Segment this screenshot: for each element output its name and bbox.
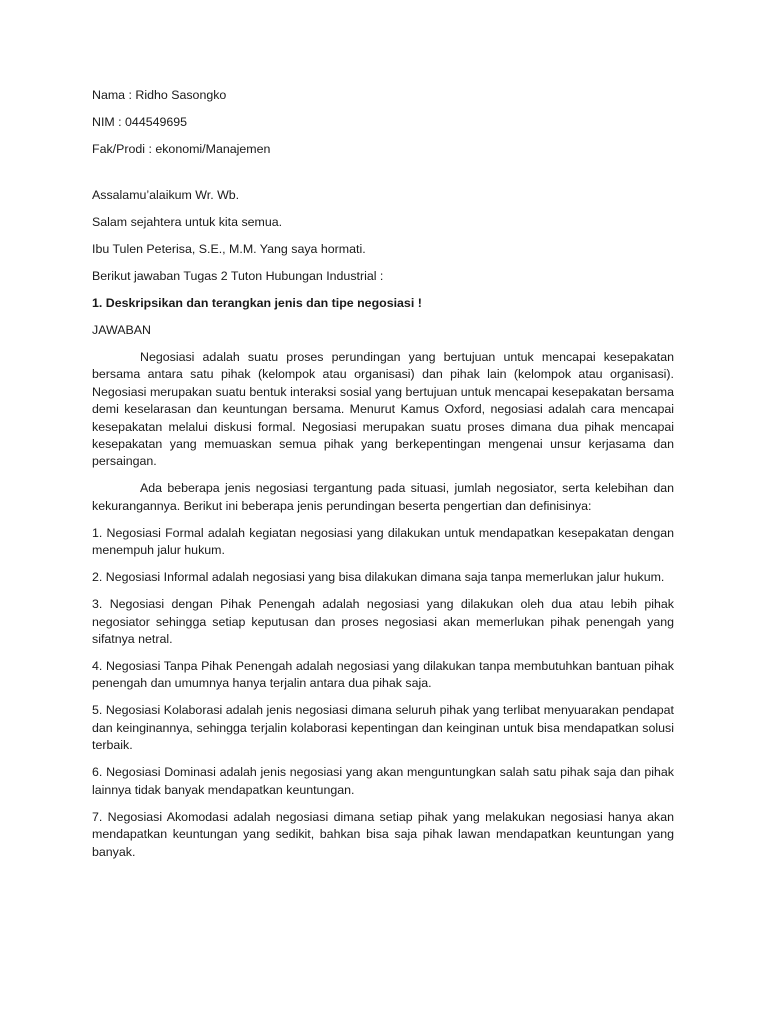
faculty-program: Fak/Prodi : ekonomi/Manajemen (92, 142, 271, 156)
paragraph-types-intro: Ada beberapa jenis negosiasi tergantung pada situasi, jumlah negosiator, serta kelebihan dan kekurangannya. Berikut ini beberapa jenis perundingan beserta pengertian dan definisinya: (92, 481, 674, 513)
greeting-welcome: Salam sejahtera untuk kita semua. (92, 215, 283, 229)
spacer (92, 168, 674, 187)
student-id: NIM : 044549695 (92, 115, 188, 129)
greeting-salam: Assalamu’alaikum Wr. Wb. (92, 188, 240, 202)
list-item: 4. Negosiasi Tanpa Pihak Penengah adalah negosiasi yang dilakukan tanpa membutuhkan bantuan pihak penengah dan umumnya hanya terjalin antara dua pihak saja. (92, 659, 674, 691)
list-item: 1. Negosiasi Formal adalah kegiatan negosiasi yang dilakukan untuk mendapatkan kesepakatan dengan menempuh jalur hukum. (92, 525, 674, 558)
document-page (92, 87, 674, 871)
question-heading: 1. Deskripsikan dan terangkan jenis dan tipe negosiasi ! (92, 296, 422, 310)
list-item: 7. Negosiasi Akomodasi adalah negosiasi dimana setiap pihak yang melakukan negosiasi hanya akan mendapatkan keuntungan yang sedikit, bahkan bisa saja pihak lawan mendapatkan keuntungan yang banyak. (92, 809, 674, 859)
intro-text: Berikut jawaban Tugas 2 Tuton Hubungan Industrial : (92, 269, 384, 283)
list-item: 3. Negosiasi dengan Pihak Penengah adalah negosiasi yang dilakukan oleh dua atau lebih pihak negosiator sehingga setiap keputusan dan proses negosiasi akan memerlukan pihak penengah yang sifatnya netral. (92, 597, 674, 647)
list-item: 6. Negosiasi Dominasi adalah jenis negosiasi yang akan menguntungkan salah satu pihak saja dan pihak lainnya tidak banyak mendapatkan keuntungan. (92, 765, 674, 797)
answer-label: JAWABAN (92, 323, 151, 337)
student-name: Nama : Ridho Sasongko (92, 88, 227, 102)
addressee: Ibu Tulen Peterisa, S.E., M.M. Yang saya hormati. (92, 242, 366, 256)
list-item: 2. Negosiasi Informal adalah negosiasi yang bisa dilakukan dimana saja tanpa memerlukan jalur hukum. (92, 570, 665, 585)
list-item: 5. Negosiasi Kolaborasi adalah jenis negosiasi dimana seluruh pihak yang terlibat menyuarakan pendapat dan keinginannya, sehingga terjalin kolaborasi kepentingan dan keinginan untuk bisa mendapatkan solusi terbaik. (92, 703, 674, 753)
paragraph-definition: Negosiasi adalah suatu proses perundingan yang bertujuan untuk mencapai kesepakatan bersama antara satu pihak (kelompok atau organisasi) dan pihak lain (kelompok atau organisasi). Negosiasi merupakan suatu bentuk interaksi sosial yang bertujuan untuk mencapai kesepakatan bersama demi keselarasan dan keuntungan bersama. Menurut Kamus Oxford, negosiasi adalah cara mencapai kesepakatan melalui diskusi formal. Negosiasi merupakan suatu proses dimana dua pihak mencapai kesepakatan yang memuaskan semua pihak yang berkepentingan mengenai unsur kerjasama dan persaingan. (92, 350, 674, 469)
